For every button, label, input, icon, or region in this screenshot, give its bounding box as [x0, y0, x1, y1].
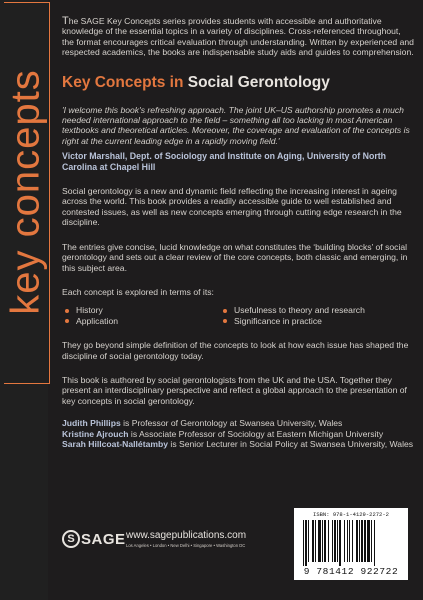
author-name: Sarah Hillcoat-Nallétamby — [62, 438, 169, 449]
intro-initial: T — [62, 15, 69, 27]
endorsement-author: Victor Marshall, Dept. of Sociology and Institute on Aging, University of North Carolina at Chapel Hill — [62, 151, 387, 172]
isbn-barcode — [294, 508, 408, 580]
book-title — [62, 74, 414, 92]
description-paragraph-1: Social gerontology is a new and dynamic field reflecting the increasing interest in ageing across the world. This book provides a readily accessible guide to well established and contested issues, as well as new concepts emerging through cutting edge research in the discipline. — [62, 186, 402, 228]
endorsement-quote: 'I welcome this book's refreshing approach. The joint UK–US authorship promotes a much needed international approach to the field – something all too lacking in most American textbooks and theoretical articles. Moreover, the coverage and evaluation of the concepts is right at the current leading edge in a rapidly moving field.' — [62, 104, 410, 146]
book-title-subject: Social Gerontology — [187, 73, 330, 91]
description-paragraph-3: They go beyond simple definition of the concepts to look at how each issue has shaped the discipline of social gerontology today. — [62, 340, 409, 361]
intro-text: he SAGE Key Concepts series provides students with accessible and authoritative knowledge of the essential topics in a variety of disciplines. Cross-referenced throughout, the format encourages critical evaluation through understanding. Written by experienced and respected academics, the books are indispensable study aids and guides to comprehension. — [62, 16, 414, 58]
description-paragraph-2: The entries give concise, lucid knowledge on what constitutes the ‘building blocks’ of social gerontology and sets out a clear review of the core concepts, both classic and emerging, in this subject area. — [62, 241, 408, 273]
author-name: Judith Phillips — [62, 418, 121, 429]
publisher-cities: Los Angeles • London • New Delhi • Singapore • Washington DC — [126, 543, 246, 548]
sage-logo-word: SAGE — [81, 530, 126, 548]
publisher-url[interactable]: www.sagepublications.com — [126, 530, 247, 541]
sage-logo-icon: S — [62, 530, 80, 548]
series-title-vertical — [6, 6, 46, 378]
book-title-prefix: Key Concepts in — [62, 73, 188, 91]
concepts-lead-in: Each concept is explored in terms of its: — [62, 286, 214, 297]
back-cover-text — [62, 16, 414, 449]
sage-logo — [62, 530, 126, 548]
series-intro — [62, 16, 414, 58]
author-name: Kristine Ajrouch — [62, 428, 129, 439]
barcode-icon — [303, 520, 399, 566]
list-item: Application — [62, 316, 220, 326]
author-role: is Associate Professor of Sociology at Eastern Michigan University — [128, 428, 384, 439]
barcode-digits: 9 781412 922722 — [303, 566, 399, 577]
author-role: is Professor of Gerontology at Swansea University, Wales — [120, 418, 343, 429]
author-bios — [62, 418, 414, 449]
list-item: History — [62, 305, 220, 315]
author-role: is Senior Lecturer in Social Policy at Swansea University, Wales — [168, 438, 414, 449]
description-paragraph-4: This book is authored by social gerontologists from the UK and the USA. Together they present an interdisciplinary perspective and reflect a global approach to the presentation of key concepts in social gerontology. — [62, 374, 407, 406]
publisher-logo-block — [62, 528, 247, 556]
isbn-text: ISBN: 978-1-4129-2272-2 — [313, 511, 389, 518]
list-item: Significance in practice — [220, 316, 400, 326]
list-item: Usefulness to theory and research — [220, 305, 400, 315]
concept-aspects-list — [62, 305, 414, 326]
series-title-text: key concepts — [4, 69, 48, 315]
